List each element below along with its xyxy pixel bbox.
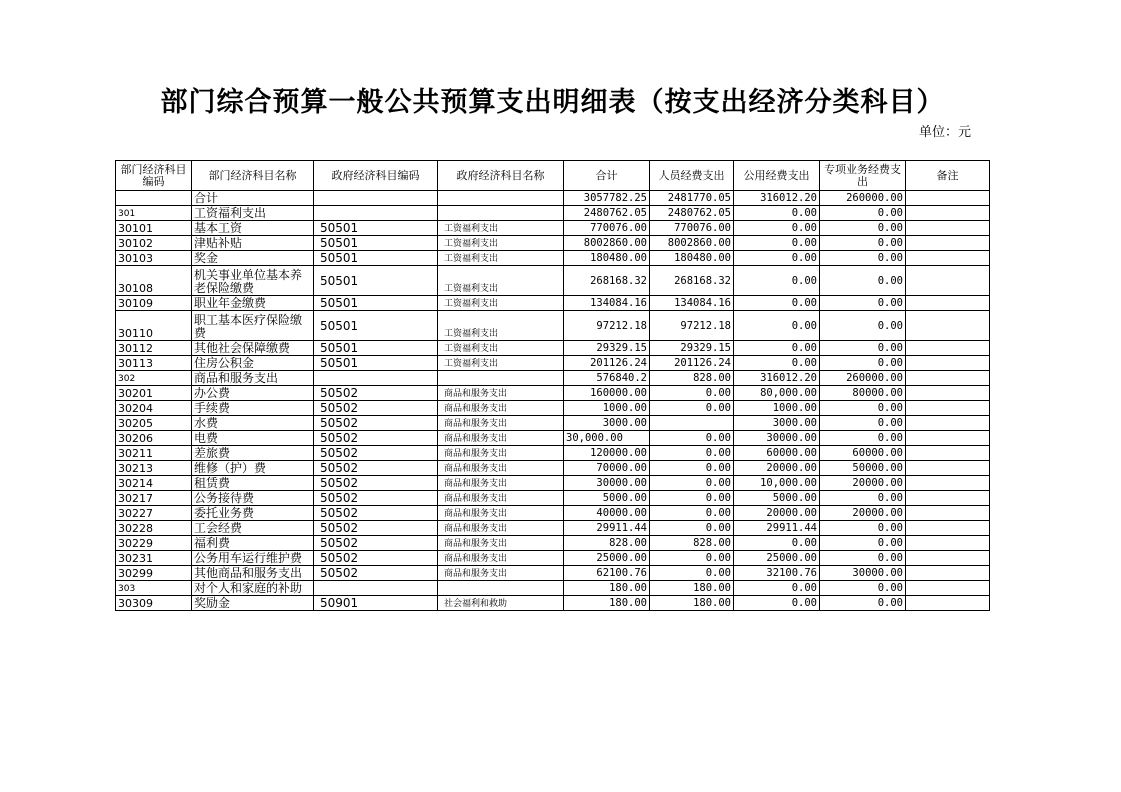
col-header-total: 合计 [564, 161, 650, 191]
cell-dept-code: 30228 [116, 521, 192, 536]
cell-dept-name: 住房公积金 [192, 356, 314, 371]
cell-total: 30000.00 [564, 476, 650, 491]
cell-note [906, 386, 990, 401]
cell-gov-name: 商品和服务支出 [438, 476, 564, 491]
cell-total: 120000.00 [564, 446, 650, 461]
cell-public: 20000.00 [734, 461, 820, 476]
cell-dept-code: 30211 [116, 446, 192, 461]
cell-dept-code: 30231 [116, 551, 192, 566]
cell-public: 0.00 [734, 221, 820, 236]
cell-gov-name [438, 206, 564, 221]
cell-note [906, 266, 990, 296]
cell-total: 29911.44 [564, 521, 650, 536]
unit-label: 单位：元 [918, 125, 971, 140]
cell-special: 0.00 [820, 236, 906, 251]
cell-dept-name: 其他商品和服务支出 [192, 566, 314, 581]
cell-dept-code [116, 191, 192, 206]
cell-special: 30000.00 [820, 566, 906, 581]
cell-dept-code: 30108 [116, 266, 192, 296]
cell-dept-code: 30110 [116, 311, 192, 341]
cell-gov-name [438, 371, 564, 386]
table-row [116, 341, 990, 356]
cell-dept-name: 工会经费 [192, 521, 314, 536]
cell-dept-name: 合计 [192, 191, 314, 206]
cell-special: 0.00 [820, 251, 906, 266]
cell-personnel: 8002860.00 [650, 236, 734, 251]
cell-dept-code: 30113 [116, 356, 192, 371]
table-row [116, 296, 990, 311]
cell-gov-name: 商品和服务支出 [438, 401, 564, 416]
cell-dept-name: 津贴补贴 [192, 236, 314, 251]
cell-special: 0.00 [820, 596, 906, 611]
table-row [116, 401, 990, 416]
cell-dept-code: 30102 [116, 236, 192, 251]
table-row [116, 431, 990, 446]
table-row [116, 491, 990, 506]
cell-public: 20000.00 [734, 506, 820, 521]
cell-gov-code: 50901 [314, 596, 438, 611]
cell-special: 20000.00 [820, 506, 906, 521]
cell-total: 201126.24 [564, 356, 650, 371]
cell-dept-name: 奖励金 [192, 596, 314, 611]
cell-personnel: 0.00 [650, 476, 734, 491]
cell-personnel: 828.00 [650, 371, 734, 386]
table-row [116, 266, 990, 296]
cell-total: 62100.76 [564, 566, 650, 581]
cell-personnel: 268168.32 [650, 266, 734, 296]
cell-special: 0.00 [820, 401, 906, 416]
cell-gov-name: 工资福利支出 [438, 251, 564, 266]
cell-gov-code: 50501 [314, 296, 438, 311]
cell-gov-code: 50502 [314, 431, 438, 446]
cell-personnel: 770076.00 [650, 221, 734, 236]
cell-note [906, 581, 990, 596]
table-row [116, 416, 990, 431]
cell-gov-name: 商品和服务支出 [438, 536, 564, 551]
cell-special: 60000.00 [820, 446, 906, 461]
cell-dept-code: 30206 [116, 431, 192, 446]
cell-gov-name: 商品和服务支出 [438, 431, 564, 446]
cell-special: 0.00 [820, 551, 906, 566]
cell-gov-name: 商品和服务支出 [438, 551, 564, 566]
cell-note [906, 416, 990, 431]
cell-special: 260000.00 [820, 371, 906, 386]
table-row [116, 386, 990, 401]
cell-gov-name: 商品和服务支出 [438, 491, 564, 506]
cell-note [906, 236, 990, 251]
cell-personnel: 134084.16 [650, 296, 734, 311]
cell-note [906, 506, 990, 521]
table-row [116, 236, 990, 251]
cell-gov-code [314, 581, 438, 596]
cell-total: 70000.00 [564, 461, 650, 476]
cell-gov-name: 工资福利支出 [438, 266, 564, 296]
cell-dept-code: 30214 [116, 476, 192, 491]
cell-note [906, 566, 990, 581]
cell-public: 0.00 [734, 581, 820, 596]
table-row [116, 356, 990, 371]
cell-total: 5000.00 [564, 491, 650, 506]
cell-note [906, 596, 990, 611]
table-row [116, 191, 990, 206]
cell-gov-code: 50501 [314, 266, 438, 296]
cell-special: 0.00 [820, 521, 906, 536]
cell-personnel: 180480.00 [650, 251, 734, 266]
cell-gov-name [438, 581, 564, 596]
cell-public: 0.00 [734, 206, 820, 221]
cell-special: 260000.00 [820, 191, 906, 206]
table-row [116, 506, 990, 521]
cell-public: 5000.00 [734, 491, 820, 506]
cell-note [906, 206, 990, 221]
cell-gov-code: 50501 [314, 311, 438, 341]
cell-dept-code: 30309 [116, 596, 192, 611]
cell-total: 180480.00 [564, 251, 650, 266]
cell-public: 0.00 [734, 356, 820, 371]
cell-total: 180.00 [564, 581, 650, 596]
cell-gov-name: 工资福利支出 [438, 236, 564, 251]
cell-dept-name: 办公费 [192, 386, 314, 401]
cell-gov-name: 商品和服务支出 [438, 506, 564, 521]
cell-gov-name: 商品和服务支出 [438, 566, 564, 581]
cell-gov-name: 工资福利支出 [438, 356, 564, 371]
cell-gov-name: 社会福利和救助 [438, 596, 564, 611]
cell-public: 0.00 [734, 311, 820, 341]
cell-dept-code: 30227 [116, 506, 192, 521]
cell-note [906, 296, 990, 311]
cell-dept-code: 30229 [116, 536, 192, 551]
cell-dept-name: 公务接待费 [192, 491, 314, 506]
cell-public: 0.00 [734, 296, 820, 311]
cell-public: 0.00 [734, 266, 820, 296]
table-row [116, 251, 990, 266]
cell-personnel: 0.00 [650, 566, 734, 581]
cell-dept-code: 302 [116, 371, 192, 386]
cell-personnel: 2481770.05 [650, 191, 734, 206]
cell-personnel: 180.00 [650, 596, 734, 611]
cell-dept-code: 30201 [116, 386, 192, 401]
cell-gov-name: 商品和服务支出 [438, 521, 564, 536]
cell-note [906, 431, 990, 446]
cell-special: 0.00 [820, 581, 906, 596]
table-row [116, 206, 990, 221]
cell-gov-name: 商品和服务支出 [438, 386, 564, 401]
table-row [116, 461, 990, 476]
cell-public: 80,000.00 [734, 386, 820, 401]
cell-dept-code: 30204 [116, 401, 192, 416]
cell-public: 0.00 [734, 341, 820, 356]
cell-dept-name: 其他社会保障缴费 [192, 341, 314, 356]
cell-personnel [650, 416, 734, 431]
cell-special: 0.00 [820, 206, 906, 221]
cell-dept-code: 301 [116, 206, 192, 221]
cell-gov-code: 50502 [314, 551, 438, 566]
table-row [116, 521, 990, 536]
cell-special: 0.00 [820, 311, 906, 341]
cell-total: 180.00 [564, 596, 650, 611]
cell-gov-code: 50502 [314, 401, 438, 416]
cell-dept-code: 30205 [116, 416, 192, 431]
cell-special: 0.00 [820, 491, 906, 506]
cell-dept-name: 差旅费 [192, 446, 314, 461]
cell-dept-name: 职工基本医疗保险缴费 [192, 311, 314, 341]
cell-total: 134084.16 [564, 296, 650, 311]
cell-note [906, 476, 990, 491]
cell-gov-code [314, 206, 438, 221]
cell-total: 8002860.00 [564, 236, 650, 251]
cell-gov-name: 工资福利支出 [438, 311, 564, 341]
cell-dept-code: 30112 [116, 341, 192, 356]
cell-note [906, 251, 990, 266]
cell-dept-code: 303 [116, 581, 192, 596]
cell-gov-name: 商品和服务支出 [438, 446, 564, 461]
cell-gov-name: 工资福利支出 [438, 221, 564, 236]
cell-special: 0.00 [820, 296, 906, 311]
cell-personnel: 2480762.05 [650, 206, 734, 221]
cell-special: 0.00 [820, 431, 906, 446]
col-header-gov-code: 政府经济科目编码 [314, 161, 438, 191]
cell-dept-name: 租赁费 [192, 476, 314, 491]
cell-personnel: 0.00 [650, 446, 734, 461]
cell-special: 0.00 [820, 416, 906, 431]
cell-special: 0.00 [820, 341, 906, 356]
cell-note [906, 551, 990, 566]
cell-gov-code: 50502 [314, 536, 438, 551]
cell-public: 3000.00 [734, 416, 820, 431]
cell-dept-code: 30299 [116, 566, 192, 581]
cell-personnel: 0.00 [650, 521, 734, 536]
cell-personnel: 97212.18 [650, 311, 734, 341]
cell-dept-code: 30217 [116, 491, 192, 506]
cell-dept-code: 30213 [116, 461, 192, 476]
cell-total: 268168.32 [564, 266, 650, 296]
cell-public: 316012.20 [734, 191, 820, 206]
cell-personnel: 0.00 [650, 506, 734, 521]
cell-dept-name: 公务用车运行维护费 [192, 551, 314, 566]
cell-total: 3057782.25 [564, 191, 650, 206]
table-row [116, 446, 990, 461]
cell-dept-name: 机关事业单位基本养老保险缴费 [192, 266, 314, 296]
table-row [116, 581, 990, 596]
table-row [116, 311, 990, 341]
cell-total: 25000.00 [564, 551, 650, 566]
page-title: 部门综合预算一般公共预算支出明细表（按支出经济分类科目） [160, 87, 945, 118]
cell-dept-name: 职业年金缴费 [192, 296, 314, 311]
cell-gov-code: 50501 [314, 251, 438, 266]
cell-gov-code: 50502 [314, 491, 438, 506]
cell-personnel: 180.00 [650, 581, 734, 596]
cell-personnel: 201126.24 [650, 356, 734, 371]
cell-gov-code: 50501 [314, 356, 438, 371]
cell-gov-code [314, 191, 438, 206]
table-row [116, 476, 990, 491]
cell-gov-code: 50501 [314, 236, 438, 251]
cell-gov-name [438, 191, 564, 206]
cell-public: 1000.00 [734, 401, 820, 416]
cell-public: 0.00 [734, 236, 820, 251]
cell-public: 0.00 [734, 251, 820, 266]
cell-total: 828.00 [564, 536, 650, 551]
cell-public: 316012.20 [734, 371, 820, 386]
cell-gov-code: 50502 [314, 386, 438, 401]
cell-gov-code: 50501 [314, 221, 438, 236]
cell-public: 25000.00 [734, 551, 820, 566]
cell-dept-name: 奖金 [192, 251, 314, 266]
cell-note [906, 191, 990, 206]
cell-note [906, 461, 990, 476]
cell-special: 50000.00 [820, 461, 906, 476]
cell-total: 40000.00 [564, 506, 650, 521]
table-header-row [116, 161, 990, 191]
cell-gov-name: 商品和服务支出 [438, 416, 564, 431]
cell-public: 10,000.00 [734, 476, 820, 491]
cell-personnel: 828.00 [650, 536, 734, 551]
cell-public: 0.00 [734, 596, 820, 611]
cell-personnel: 0.00 [650, 491, 734, 506]
cell-note [906, 521, 990, 536]
table-row [116, 551, 990, 566]
col-header-personnel: 人员经费支出 [650, 161, 734, 191]
table-row [116, 566, 990, 581]
cell-personnel: 0.00 [650, 551, 734, 566]
cell-personnel: 29329.15 [650, 341, 734, 356]
table-row [116, 221, 990, 236]
cell-gov-code: 50502 [314, 566, 438, 581]
table-row [116, 596, 990, 611]
cell-note [906, 341, 990, 356]
col-header-special: 专项业务经费支出 [820, 161, 906, 191]
cell-personnel: 0.00 [650, 386, 734, 401]
cell-gov-code: 50502 [314, 416, 438, 431]
cell-dept-name: 水费 [192, 416, 314, 431]
cell-dept-name: 维修（护）费 [192, 461, 314, 476]
cell-gov-code: 50502 [314, 476, 438, 491]
cell-gov-code: 50501 [314, 341, 438, 356]
cell-note [906, 491, 990, 506]
cell-personnel: 0.00 [650, 401, 734, 416]
cell-gov-code: 50502 [314, 461, 438, 476]
cell-personnel: 0.00 [650, 461, 734, 476]
cell-note [906, 536, 990, 551]
cell-gov-code: 50502 [314, 446, 438, 461]
col-header-note: 备注 [906, 161, 990, 191]
cell-special: 0.00 [820, 356, 906, 371]
cell-special: 20000.00 [820, 476, 906, 491]
cell-dept-name: 对个人和家庭的补助 [192, 581, 314, 596]
cell-total: 30,000.00 [564, 431, 650, 446]
cell-public: 30000.00 [734, 431, 820, 446]
cell-public: 0.00 [734, 536, 820, 551]
table-row [116, 371, 990, 386]
cell-dept-code: 30101 [116, 221, 192, 236]
cell-note [906, 446, 990, 461]
cell-total: 97212.18 [564, 311, 650, 341]
cell-gov-code: 50502 [314, 506, 438, 521]
cell-total: 576840.2 [564, 371, 650, 386]
cell-gov-code [314, 371, 438, 386]
cell-dept-name: 工资福利支出 [192, 206, 314, 221]
cell-dept-name: 手续费 [192, 401, 314, 416]
cell-dept-name: 福利费 [192, 536, 314, 551]
cell-note [906, 401, 990, 416]
col-header-gov-name: 政府经济科目名称 [438, 161, 564, 191]
cell-public: 32100.76 [734, 566, 820, 581]
cell-special: 0.00 [820, 266, 906, 296]
cell-public: 29911.44 [734, 521, 820, 536]
cell-total: 1000.00 [564, 401, 650, 416]
cell-note [906, 371, 990, 386]
cell-special: 80000.00 [820, 386, 906, 401]
cell-public: 60000.00 [734, 446, 820, 461]
cell-gov-name: 商品和服务支出 [438, 461, 564, 476]
cell-special: 0.00 [820, 221, 906, 236]
cell-note [906, 356, 990, 371]
cell-total: 770076.00 [564, 221, 650, 236]
col-header-dept-name: 部门经济科目名称 [192, 161, 314, 191]
table-row [116, 536, 990, 551]
cell-dept-name: 基本工资 [192, 221, 314, 236]
cell-dept-name: 电费 [192, 431, 314, 446]
cell-gov-code: 50502 [314, 521, 438, 536]
cell-dept-code: 30109 [116, 296, 192, 311]
cell-dept-code: 30103 [116, 251, 192, 266]
cell-gov-name: 工资福利支出 [438, 296, 564, 311]
cell-note [906, 221, 990, 236]
cell-gov-name: 工资福利支出 [438, 341, 564, 356]
table-body [116, 191, 990, 611]
cell-total: 3000.00 [564, 416, 650, 431]
expenditure-table [115, 160, 990, 611]
cell-personnel: 0.00 [650, 431, 734, 446]
cell-total: 2480762.05 [564, 206, 650, 221]
cell-special: 0.00 [820, 536, 906, 551]
cell-note [906, 311, 990, 341]
col-header-dept-code: 部门经济科目编码 [116, 161, 192, 191]
cell-total: 29329.15 [564, 341, 650, 356]
cell-total: 160000.00 [564, 386, 650, 401]
cell-dept-name: 商品和服务支出 [192, 371, 314, 386]
cell-dept-name: 委托业务费 [192, 506, 314, 521]
col-header-public: 公用经费支出 [734, 161, 820, 191]
